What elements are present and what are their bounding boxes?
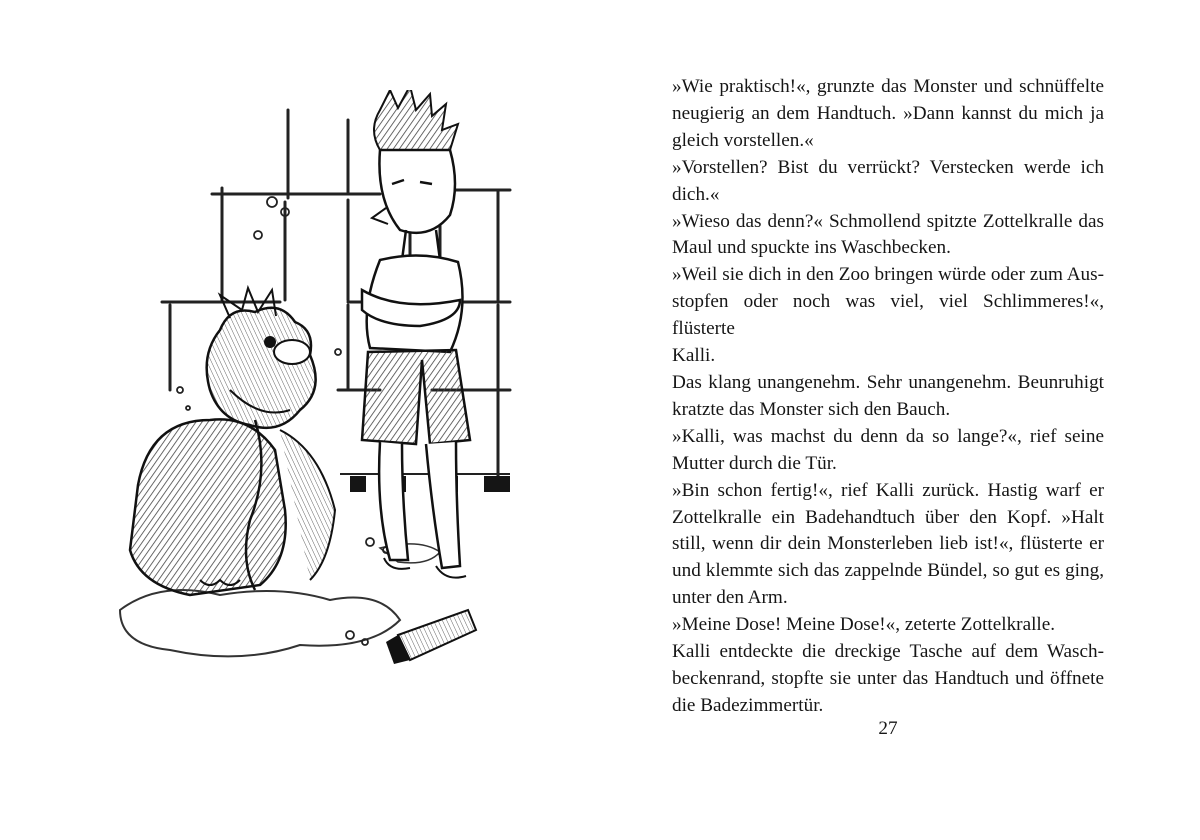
text-line: »Meine Dose! Meine Dose!«, zeterte Zottelkralle. [672,614,1056,636]
text-line: und klemmte sich das zappelnde Bündel, so gut es ging, [672,560,1104,582]
paragraph [672,370,1104,424]
right-page [600,0,1200,840]
text-line: »Wieso das denn?« Schmollend spitzte Zottelkralle das [672,210,1104,232]
monster-figure [130,288,335,595]
paragraph [672,612,1104,639]
text-line: gleich vorstellen.« [672,129,814,151]
text-line: »Weil sie dich in den Zoo bringen würde oder zum Aus- [672,264,1104,286]
text-line: neugierig an dem Handtuch. »Dann kannst du mich ja [672,102,1104,124]
text-line: dich.« [672,183,720,205]
text-line: »Bin schon fertig!«, rief Kalli zurück. Hastig warf er [672,479,1104,501]
text-line: »Kalli, was machst du denn da so lange?«, rief seine [672,425,1104,447]
text-line: Kalli. [672,345,716,367]
puddle [120,590,400,656]
text-line: Das klang unangenehm. Sehr unangenehm. Beunruhigt [672,371,1104,393]
paragraph [672,478,1104,613]
text-line: Kalli entdeckte die dreckige Tasche auf dem Wasch- [672,641,1104,663]
text-line: Maul und spuckte ins Waschbecken. [672,237,951,259]
paragraph [672,262,1104,370]
text-line: stopfen oder noch was viel, viel Schlimmeres!«, flüsterte [672,291,1104,340]
illustration [80,90,540,700]
paragraph [672,74,1104,155]
paragraph [672,639,1104,720]
text-line: die Badezimmertür. [672,694,824,716]
text-line: Mutter durch die Tür. [672,452,837,474]
page-number: 27 [878,718,898,739]
text-line: »Vorstellen? Bist du verrückt? Verstecken werde ich [672,156,1104,178]
text-line: kratzte das Monster sich den Bauch. [672,398,951,420]
text-line: unter den Arm. [672,587,788,609]
text-line: Zottelkralle ein Badehandtuch über den Kopf. »Halt [672,506,1104,528]
boy-figure [362,90,470,578]
paragraph [672,424,1104,478]
text-line: still, wenn dir dein Monsterleben lieb ist!«, flüsterte er [672,533,1104,555]
story-text [672,74,1104,720]
paragraph [672,155,1104,209]
text-line: »Wie praktisch!«, grunzte das Monster und schnüffelte [672,76,1104,97]
paragraph [672,209,1104,263]
text-line: beckenrand, stopfte sie unter das Handtuch und öffnete [672,667,1104,689]
